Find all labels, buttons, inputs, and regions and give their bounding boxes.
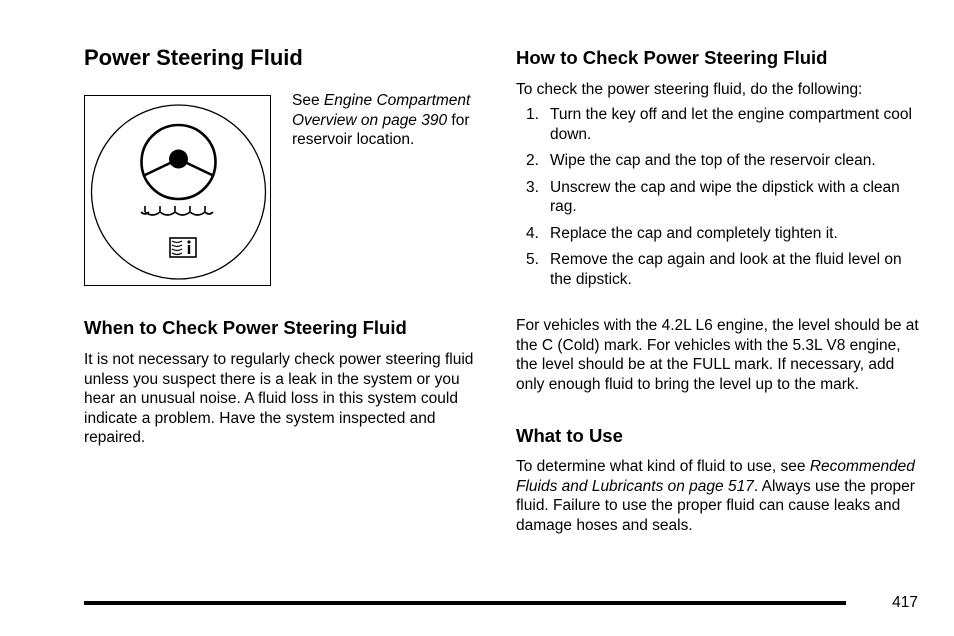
step-number: 1. [526,106,539,123]
what-body [516,457,920,535]
how-heading: How to Check Power Steering Fluid [516,47,828,68]
step-item [516,250,920,289]
step-text: Remove the cap again and look at the fluid level on the dipstick. [550,251,902,288]
when-heading: When to Check Power Steering Fluid [84,317,407,338]
see-prefix: See [292,92,324,109]
power-steering-fluid-icon [85,96,272,287]
step-item [516,224,920,244]
step-text: Turn the key off and let the engine compartment cool down. [550,106,912,143]
see-suffix: for reservoir location. [292,111,470,148]
page-number: 417 [892,594,918,611]
step-number: 2. [526,152,539,169]
what-heading: What to Use [516,425,623,446]
footer-rule [84,601,846,605]
how-intro: To check the power steering fluid, do the following: [516,81,863,98]
step-number: 5. [526,251,539,268]
what-prefix: To determine what kind of fluid to use, see [516,458,810,475]
step-text: Wipe the cap and the top of the reservoir clean. [550,152,876,169]
power-steering-icon-box [84,95,271,286]
see-reference [292,91,487,150]
step-item [516,151,920,171]
step-item [516,105,920,144]
step-number: 4. [526,224,539,242]
level-note: For vehicles with the 4.2L L6 engine, the level should be at the C (Cold) mark. For vehicles with the 5.3L V8 engine, the level should be at the FULL mark. If necessary, add only enough fluid to bring the level up to the mark. [516,317,919,393]
when-body: It is not necessary to regularly check power steering fluid unless you suspect there is a leak in the system or you hear an unusual noise. A fluid loss in this system could indicate a problem. Have the system inspected and repaired. [84,351,474,446]
recommended-fluids-link[interactable]: Recommended Fluids and Lubricants on page 517 [516,458,915,495]
page-title: Power Steering Fluid [84,45,303,70]
steps-list [516,105,920,296]
step-text: Replace the cap and completely tighten it. [550,224,838,242]
step-number: 3. [526,178,539,196]
step-item [516,178,920,217]
step-text: Unscrew the cap and wipe the dipstick with a clean rag. [550,178,900,215]
engine-compartment-link[interactable]: Engine Compartment Overview on page 390 [292,92,471,129]
what-suffix: . Always use the proper fluid. Failure to use the proper fluid can cause leaks and damage hoses and seals. [516,477,915,534]
